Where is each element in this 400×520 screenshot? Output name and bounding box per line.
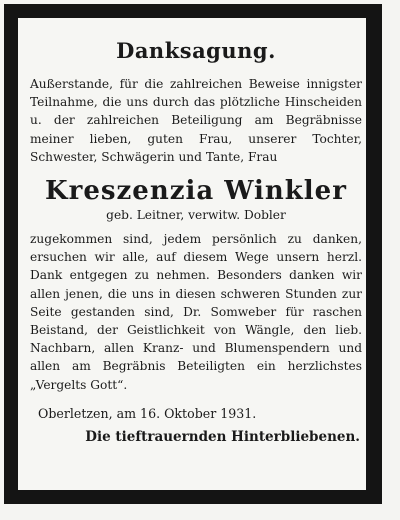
place-and-date: Oberletzen, am 16. Oktober 1931. <box>38 405 257 421</box>
signature: Die tieftrauernden Hinterbliebenen. <box>85 428 360 445</box>
deceased-maiden-name: geb. Leitner, verwitw. Dobler <box>106 208 286 223</box>
deceased-name: Kreszenzia Winkler <box>45 176 347 207</box>
intro-paragraph: Außerstande, für die zahlreichen Beweise innigster Teilnahme, die uns durch das plötzliche Hinscheiden u. der zahlreichen Beteiligung am Begräbnisse meiner lieben, guten Frau, unserer Tochter, Schwester, Schwägerin und Tante, Frau <box>30 77 362 164</box>
notice-title: Danksagung. <box>116 38 276 63</box>
obituary-notice <box>30 32 362 445</box>
thanks-paragraph: zugekommen sind, jedem persönlich zu danken, ersuchen wir alle, auf diesem Wege unsern herzl. Dank entgegen zu nehmen. Besonders danken wir allen jenen, die uns in diesen schweren Stunden zur Seite gestanden sind, Dr. Somweber für raschen Beistand, der Geistlichkeit von Wängle, den lieb. Nachbarn, allen Kranz- und Blumenspendern und allen am Begräbnis Beteiligten ein herzlichstes „Vergelts Gott“. <box>30 232 362 392</box>
